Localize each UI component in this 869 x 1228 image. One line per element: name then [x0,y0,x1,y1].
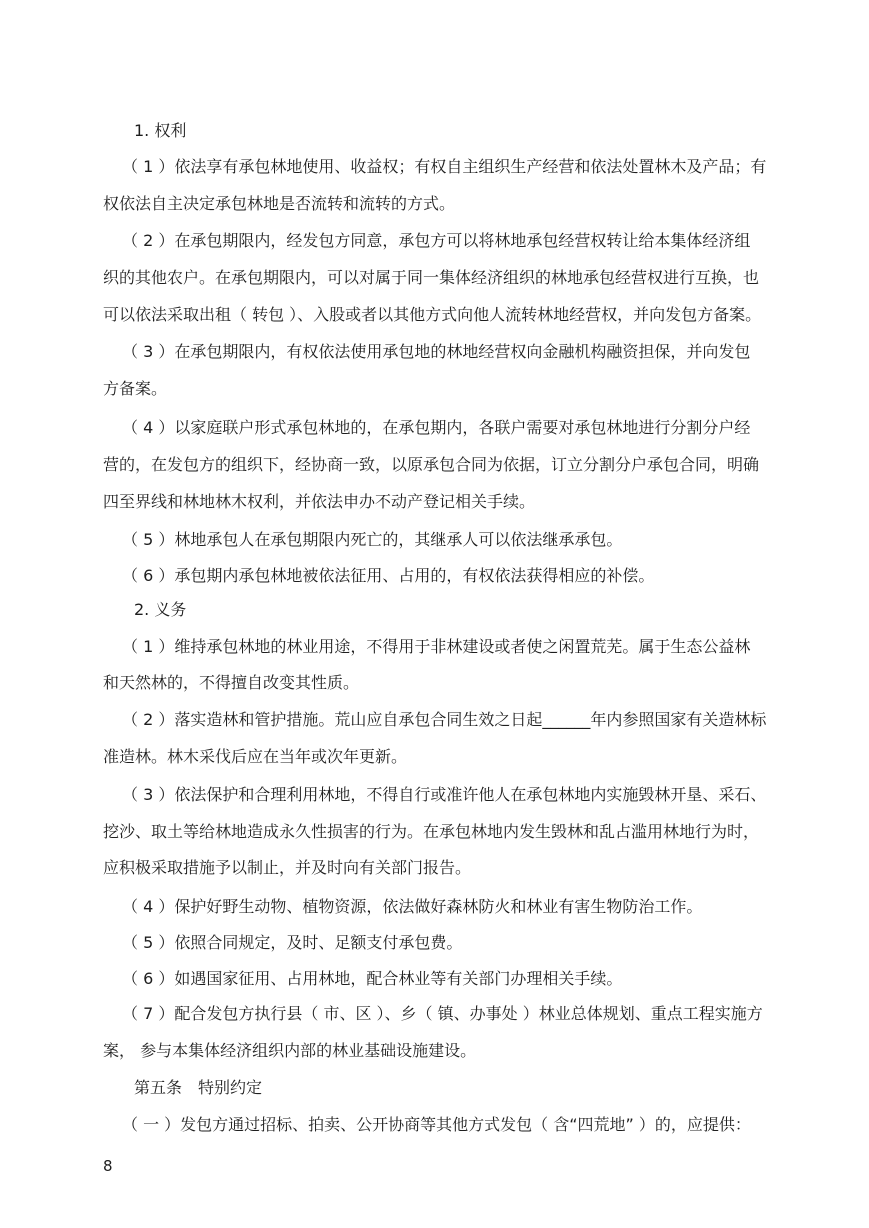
text-line: （ 7 ）配合发包方执行县（ 市、区 ）、乡（ 镇、办事处 ）林业总体规划、重点工程实施方 [122,1004,763,1023]
text-line: （ 3 ）在承包期限内，有权依法使用承包地的林地经营权向金融机构融资担保，并向发包 [122,342,751,361]
text-line: 权依法自主决定承包林地是否流转和流转的方式。 [103,194,456,213]
text-line: 2. 义务 [134,600,187,619]
page-number: 8 [103,1157,113,1175]
text-line: 和天然林的，不得擅自改变其性质。 [103,673,360,692]
text-line: （ 6 ）如遇国家征用、占用林地，配合林业等有关部门办理相关手续。 [122,969,623,988]
text-line: （ 4 ）保护好野生动物、植物资源，依法做好森林防火和林业有害生物防治工作。 [122,897,703,916]
text-line: 第五条 特别约定 [134,1078,263,1097]
text-line: （ 3 ）依法保护和合理利用林地，不得自行或准许他人在承包林地内实施毁林开垦、采石、 [122,785,767,804]
text-line: （ 5 ）林地承包人在承包期限内死亡的，其继承人可以依法继承承包。 [122,530,623,549]
text-line: 可以依法采取出租（ 转包 ）、入股或者以其他方式向他人流转林地经营权，并向发包方备案。 [103,305,762,324]
text-line: （ 一 ）发包方通过招标、拍卖、公开协商等其他方式发包（ 含“四荒地” ）的，应提供： [122,1115,751,1134]
text-line: 应积极采取措施予以制止，并及时向有关部门报告。 [103,858,472,877]
text-line: 织的其他农户。在承包期限内，可以对属于同一集体经济组织的林地承包经营权进行互换，也 [103,268,760,287]
text-line: 营的，在发包方的组织下，经协商一致，以原承包合同为依据，订立分割分户承包合同，明确 [103,455,760,474]
text-line: 四至界线和林地林木权利，并依法申办不动产登记相关手续。 [103,492,536,511]
text-line: 挖沙、取土等给林地造成永久性损害的行为。在承包林地内发生毁林和乱占滥用林地行为时， [103,822,760,841]
text-line: （ 4 ）以家庭联户形式承包林地的，在承包期内，各联户需要对承包林地进行分割分户经 [122,418,751,437]
text-line: 案， 参与本集体经济组织内部的林业基础设施建设。 [103,1041,477,1060]
text-line: （ 5 ）依照合同规定，及时、足额支付承包费。 [122,933,463,952]
text-line: 方备案。 [103,379,168,398]
text-line: （ 2 ）落实造林和管护措施。荒山应自承包合同生效之日起______年内参照国家有关造林标 [122,710,767,729]
text-line: （ 6 ）承包期内承包林地被依法征用、占用的，有权依法获得相应的补偿。 [122,566,655,585]
text-line: 1. 权利 [134,121,187,140]
text-line: （ 1 ）依法享有承包林地使用、收益权；有权自主组织生产经营和依法处置林木及产品；有 [122,157,767,176]
text-line: （ 2 ）在承包期限内，经发包方同意，承包方可以将林地承包经营权转让给本集体经济组 [122,231,751,250]
text-line: （ 1 ）维持承包林地的林业用途，不得用于非林建设或者使之闲置荒芜。属于生态公益林 [122,637,751,656]
text-line: 准造林。林木采伐后应在当年或次年更新。 [103,747,408,766]
